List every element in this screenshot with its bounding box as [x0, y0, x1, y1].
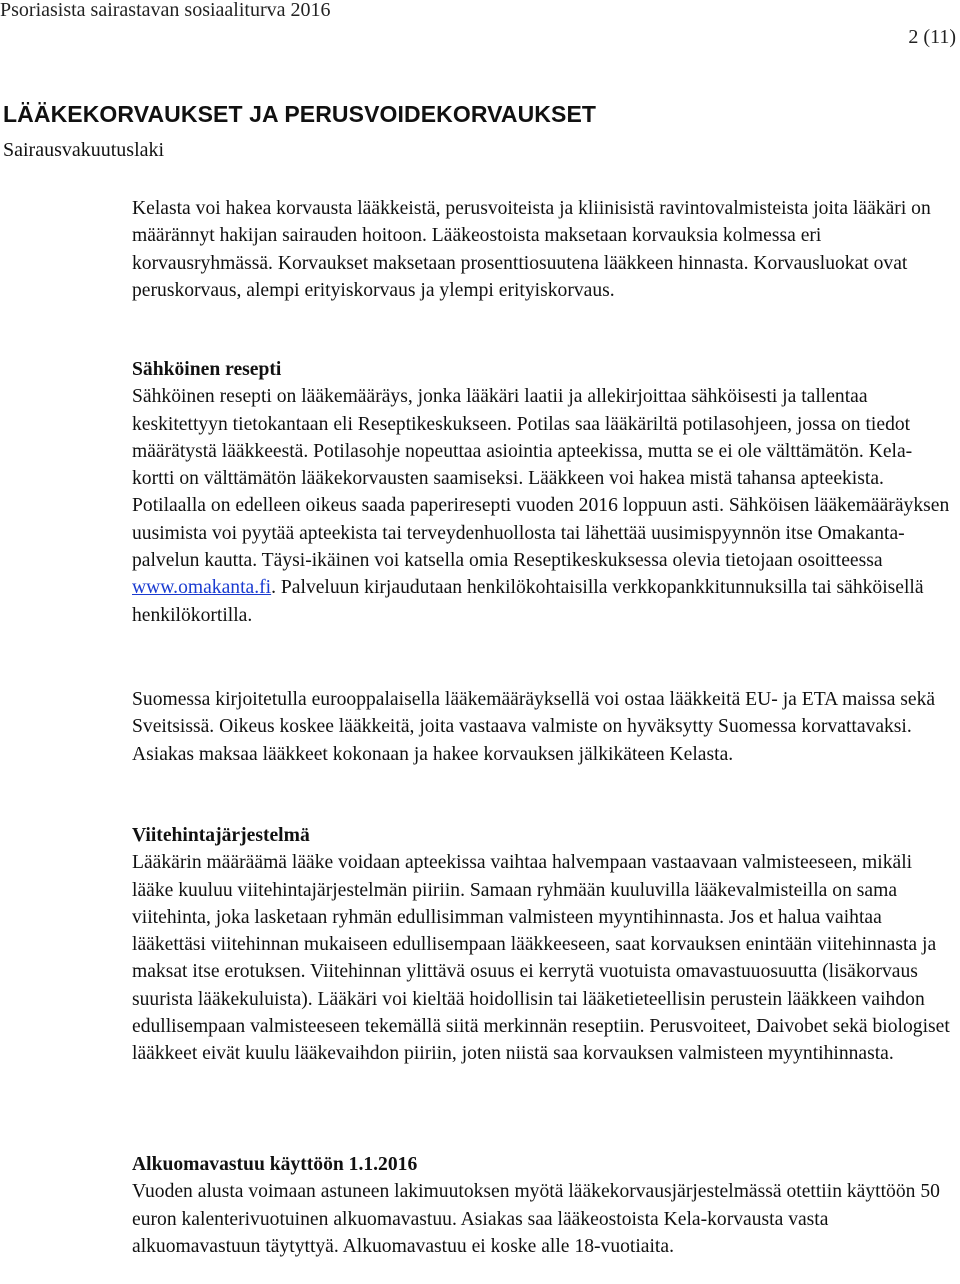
omakanta-link[interactable]: www.omakanta.fi — [132, 577, 272, 599]
running-header-title: Psoriasista sairastavan sosiaaliturva 2016 — [0, 0, 331, 21]
intro-paragraph: Kelasta voi hakea korvausta lääkkeistä, perusvoiteista ja kliinisistä ravintovalmisteista joita lääkäri on määrännyt hakijan sairauden hoitoon. Lääkeostoista maksetaan korvauksia kolmessa eri korvausryhmässä. Korvaukset maksetaan prosenttiosuutena lääkkeen hinnasta. Korvausluokat ovat peruskorvaus, alempi erityiskorvaus ja ylempi erityiskorvaus. — [132, 198, 931, 301]
reference-price-text: Lääkärin määräämä lääke voidaan apteekissa vaihtaa halvempaan vastaavaan valmisteeseen, mikäli lääke kuuluu viitehintajärjestelmän piiriin. Samaan ryhmään kuuluvilla lääkevalmisteilla on sama viitehinta, joka lasketaan ryhmän edullisimman valmisteen myyntihinnasta. Jos et halua vaihtaa lääkettäsi viitehinnan mukaiseen edullisempaan lääkkeeseen, saat korvauksen enintään viitehinnasta ja maksat itse erotuksen. Viitehinnan ylittävä osuus ei kerrytä vuotuista omavastuuosuutta (lisäkorvaus suurista lääkekuluista). Lääkäri voi kieltää hoidollisin tai lääketieteellisin perustein lääkkeen vaihdon edullisempaan valmisteeseen tekemällä siitä merkinnän reseptiin. Perusvoiteet, Daivobet sekä biologiset lääkkeet eivät kuulu lääkevaihdon piiriin, joten niistä saa korvauksen valmisteen myyntihinnasta. — [132, 852, 950, 1065]
initial-deductible-heading: Alkuomavastuu käyttöön 1.1.2016 — [132, 1154, 418, 1175]
e-prescription-text-before-link: Sähköinen resepti on lääkemääräys, jonka lääkäri laatii ja allekirjoittaa sähköisesti ja tallentaa keskitettyyn tietokantaan eli Reseptikeskukseen. Potilas saa lääkäriltä potilasohjeen, jossa on tiedot määrätystä lääkkeestä. Potilasohje nopeuttaa asiointia apteekissa, mutta se ei ole välttämätön. Kela-kortti on välttämätön lääkekorvausten saamiseksi. Lääkkeen voi hakea mistä tahansa apteekista. Potilaalla on edelleen oikeus saada paperiresepti vuoden 2016 loppuun asti. Sähköisen lääkemääräyksen uusimista voi pyytää apteekista tai terveydenhuollosta tai lähettää uusimispyynnön itse Omakanta-palvelun kautta. Täysi-ikäinen voi katsella omia Reseptikeskuksessa olevia tietojaan osoitteessa — [132, 386, 950, 572]
e-prescription-text-after-link: . Palveluun kirjaudutaan henkilökohtaisilla verkkopankkitunnuksilla tai sähköisellä henkilökortilla. — [132, 577, 924, 626]
document-title: LÄÄKEKORVAUKSET JA PERUSVOIDEKORVAUKSET — [3, 101, 597, 127]
e-prescription-section — [132, 356, 952, 629]
reference-price-section — [132, 822, 952, 1068]
document-subtitle: Sairausvakuutuslaki — [3, 139, 165, 161]
page-number: 2 (11) — [908, 26, 956, 48]
eu-prescription-paragraph: Suomessa kirjoitetulla eurooppalaisella lääkemääräyksellä voi ostaa lääkkeitä EU- ja ETA maissa sekä Sveitsissä. Oikeus koskee lääkkeitä, joita vastaava valmiste on hyväksytty Suomessa korvattavaksi. Asiakas maksaa lääkkeet kokonaan ja hakee korvauksen jälkikäteen Kelasta. — [132, 689, 936, 765]
e-prescription-heading: Sähköinen resepti — [132, 359, 282, 380]
reference-price-heading: Viitehintajärjestelmä — [132, 825, 310, 846]
initial-deductible-section — [132, 1151, 952, 1260]
initial-deductible-text: Vuoden alusta voimaan astuneen lakimuutoksen myötä lääkekorvausjärjestelmässä otettiin käyttöön 50 euron kalenterivuotuinen alkuomavastuu. Asiakas saa lääkeostoista Kela-korvausta vasta alkuomavastuun täytyttyä. Alkuomavastuu ei koske alle 18-vuotiaita. — [132, 1181, 940, 1257]
